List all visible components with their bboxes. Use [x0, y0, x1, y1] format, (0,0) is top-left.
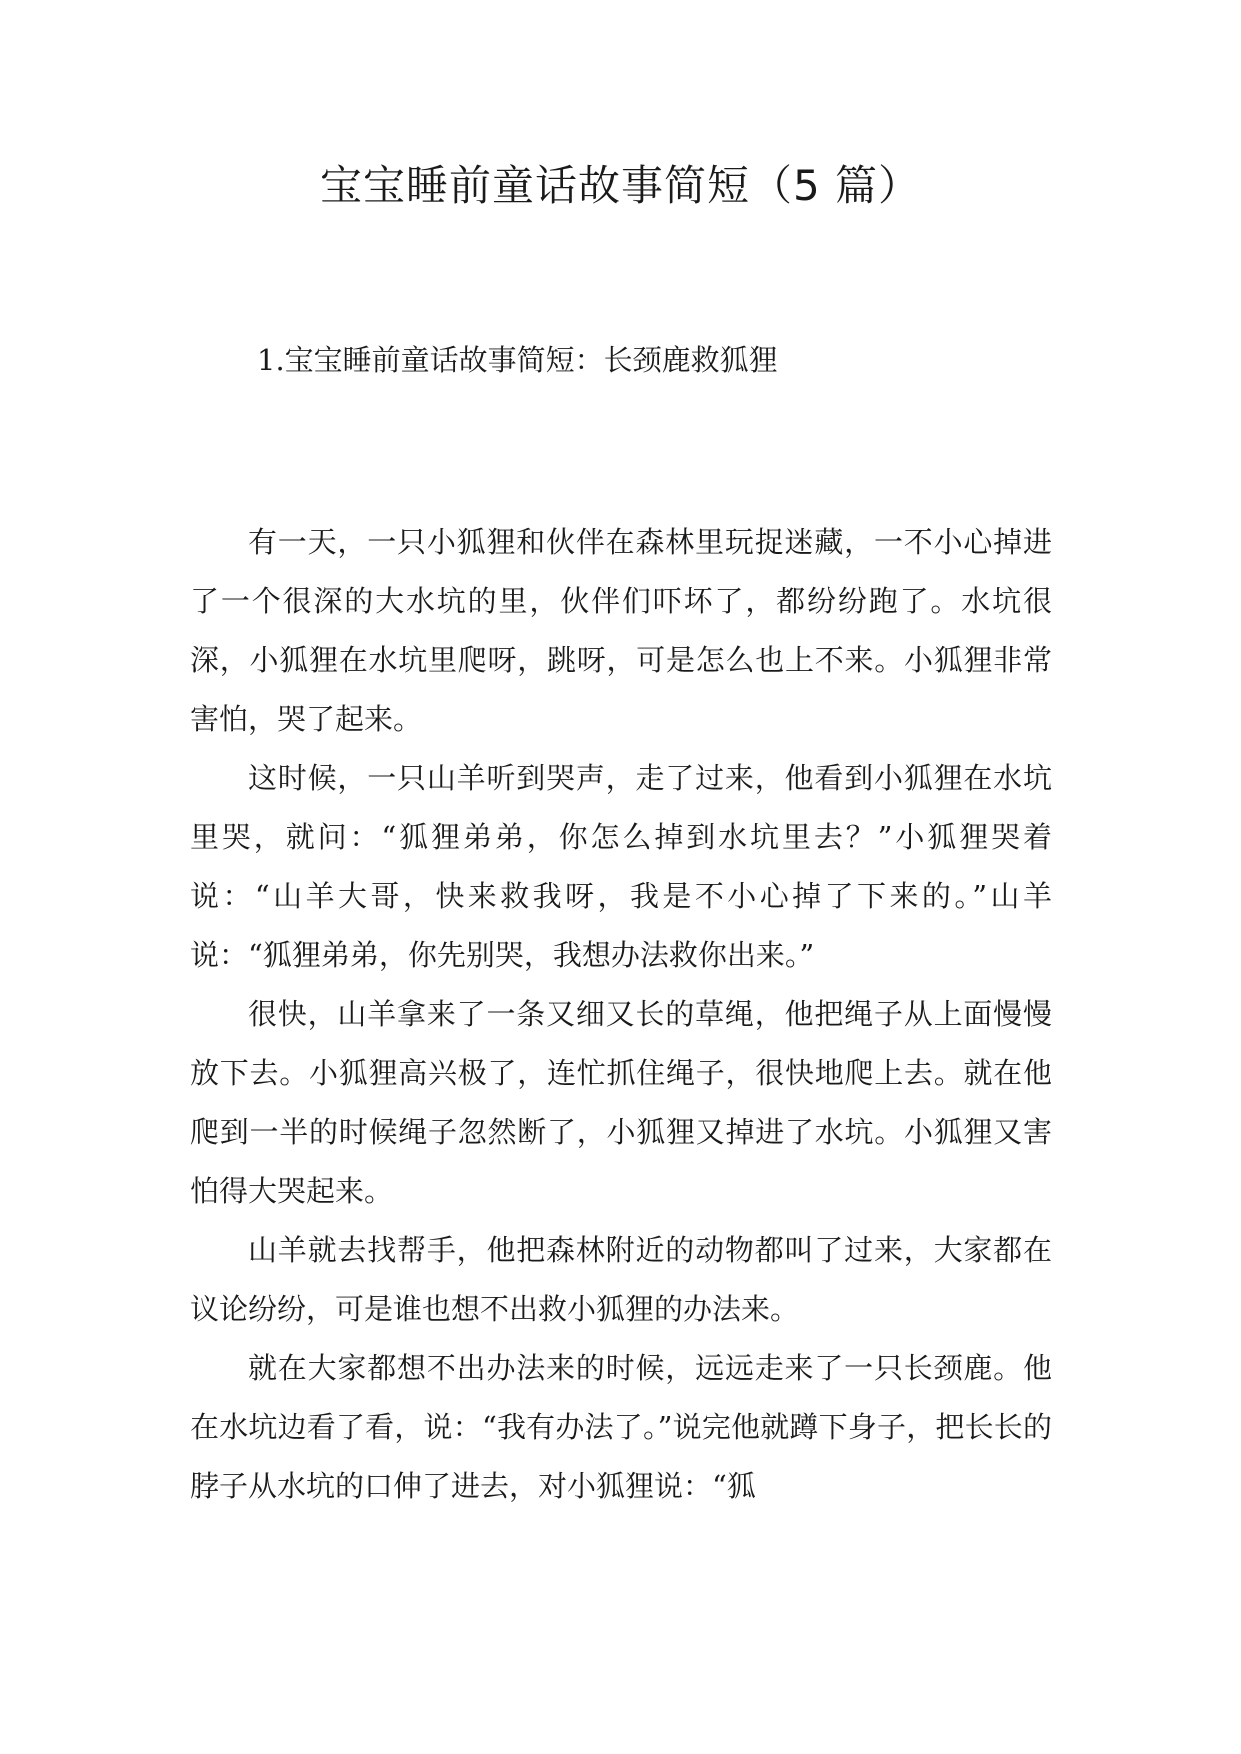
paragraph: 很快，山羊拿来了一条又细又长的草绳，他把绳子从上面慢慢放下去。小狐狸高兴极了，连忙抓住绳子，很快地爬上去。就在他爬到一半的时候绳子忽然断了，小狐狸又掉进了水坑。小狐狸又害怕得大哭起来。 — [190, 997, 1052, 1208]
section-heading: 1.宝宝睡前童话故事简短：长颈鹿救狐狸 — [257, 343, 778, 377]
paragraph: 这时候，一只山羊听到哭声，走了过来，他看到小狐狸在水坑里哭，就问：“狐狸弟弟，你怎么掉到水坑里去？”小狐狸哭着说：“山羊大哥，快来救我呀，我是不小心掉了下来的。”山羊说：“狐狸弟弟，你先别哭，我想办法救你出来。” — [190, 761, 1052, 972]
document-title: 宝宝睡前童话故事简短（5 篇） — [319, 161, 922, 210]
paragraph: 有一天，一只小狐狸和伙伴在森林里玩捉迷藏，一不小心掉进了一个很深的大水坑的里，伙伴们吓坏了，都纷纷跑了。水坑很深，小狐狸在水坑里爬呀，跳呀，可是怎么也上不来。小狐狸非常害怕，哭了起来。 — [190, 525, 1052, 736]
paragraph: 山羊就去找帮手，他把森林附近的动物都叫了过来，大家都在议论纷纷，可是谁也想不出救小狐狸的办法来。 — [190, 1233, 1052, 1326]
paragraph: 就在大家都想不出办法来的时候，远远走来了一只长颈鹿。他在水坑边看了看，说：“我有办法了。”说完他就蹲下身子，把长长的脖子从水坑的口伸了进去，对小狐狸说：“狐 — [190, 1351, 1052, 1503]
story-body — [190, 513, 1052, 1516]
